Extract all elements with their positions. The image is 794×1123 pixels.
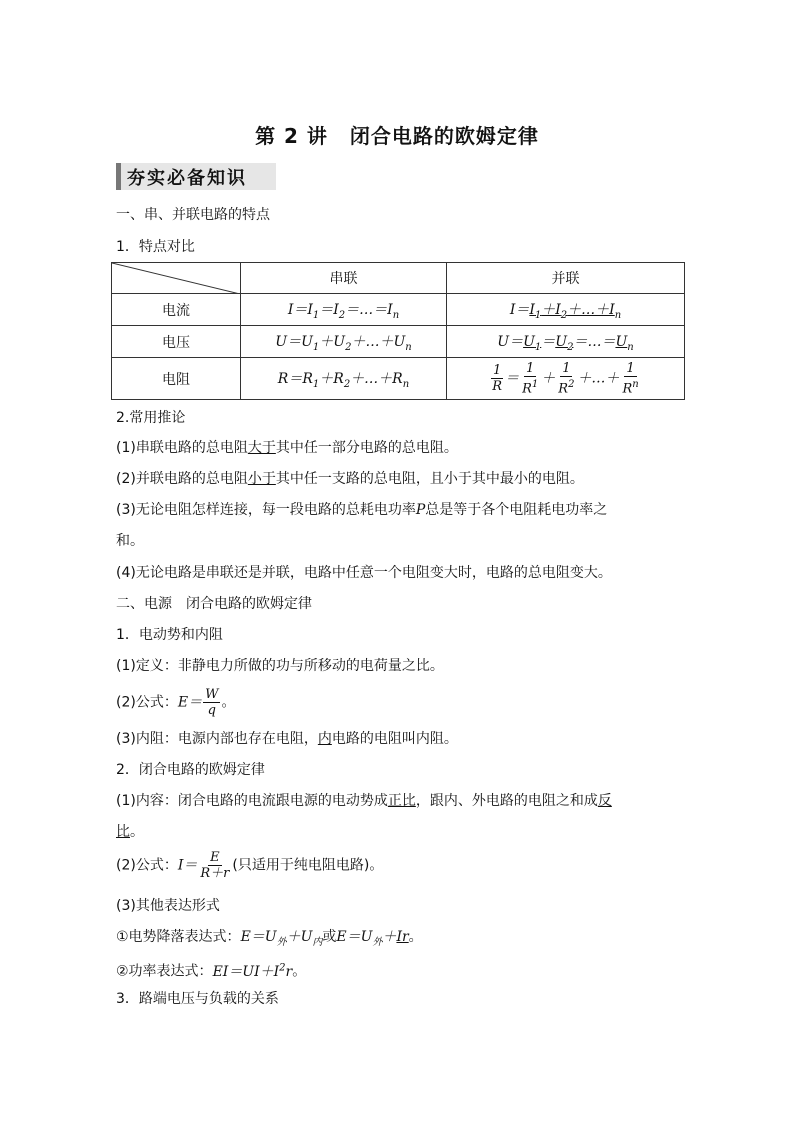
emf-formula: (2)公式：E＝ $\frac{W}{q}$ 。: [116, 687, 236, 718]
ohm-content-cont: 比。: [116, 824, 144, 840]
corollary-4: (4)无论电路是串联还是并联，电路中任意一个电阻变大时，电路的总电阻变大。: [116, 565, 612, 581]
corollary-2: (2)并联电路的总电阻小于其中任一支路的总电阻，且小于其中最小的电阻。: [116, 471, 584, 487]
sub-ohm-law: 2．闭合电路的欧姆定律: [116, 762, 265, 778]
formula-parallel-current: $I=I_1+I_2+\dots+I_n$: [447, 294, 685, 326]
formula-series-resistance: $R=R_1+R_2+\dots+R_n$: [241, 358, 447, 400]
lecture-name: 闭合电路的欧姆定律: [349, 124, 539, 148]
heading-power-source: 二、电源 闭合电路的欧姆定律: [116, 596, 312, 612]
table-corner-cell: [112, 263, 241, 294]
corollary-3: (3)无论电阻怎样连接，每一段电路的总耗电功率P总是等于各个电阻耗电功率之: [116, 502, 608, 518]
header-series: 串联: [241, 263, 447, 294]
sub-corollaries: 2.常用推论: [116, 410, 186, 426]
sub-emf: 1．电动势和内阻: [116, 627, 223, 643]
formula-parallel-resistance: $\frac{1}{R}$ ＝ $\frac{1}{R^1}$ ＋ $\frac{1}{R^2}$ ＋…＋ $\frac{1}{R^n}$: [447, 358, 685, 400]
ohm-content: (1)内容：闭合电路的电流跟电源的电动势成正比，跟内、外电路的电阻之和成反: [116, 793, 612, 809]
other-forms: (3)其他表达形式: [116, 898, 220, 914]
sub-feature-compare: 1．特点对比: [116, 239, 195, 255]
row-label-current: 电流: [112, 294, 241, 326]
diagonal-line-icon: [112, 263, 240, 294]
potential-drop-formula: ①电势降落表达式：$E=U_外+U_内$或$E=U_外+Ir$。: [116, 929, 423, 948]
comparison-table: [111, 262, 685, 400]
formula-series-voltage: $U=U_1+U_2+\dots+U_n$: [241, 326, 447, 358]
banner-label: 夯实必备知识: [127, 167, 247, 189]
heading-series-parallel: 一、串、并联电路的特点: [116, 207, 270, 223]
corollary-1: (1)串联电路的总电阻大于其中任一部分电路的总电阻。: [116, 440, 458, 456]
formula-parallel-voltage: $U=U_1=U_2=\dots=U_n$: [447, 326, 685, 358]
formula-series-current: $I=I_1=I_2=\dots=I_n$: [241, 294, 447, 326]
power-formula: ②功率表达式：$EI=UI+I^2r$。: [116, 962, 307, 980]
row-label-resistance: 电阻: [112, 358, 241, 400]
lecture-number: 第 2 讲: [255, 124, 328, 148]
sub-terminal-voltage: 3．路端电压与负载的关系: [116, 991, 279, 1007]
row-label-voltage: 电压: [112, 326, 241, 358]
banner-bar: [116, 163, 121, 190]
corollary-3-cont: 和。: [116, 533, 144, 549]
internal-resistance: (3)内阻：电源内部也存在电阻，内电路的电阻叫内阻。: [116, 731, 458, 747]
page-title: [0, 120, 794, 149]
emf-definition: (1)定义：非静电力所做的功与所移动的电荷量之比。: [116, 658, 444, 674]
header-parallel: 并联: [447, 263, 685, 294]
ohm-formula: (2)公式：I＝ $\frac{E}{R+r}$ (只适用于纯电阻电路)。: [116, 850, 384, 881]
section-banner: [116, 163, 276, 190]
